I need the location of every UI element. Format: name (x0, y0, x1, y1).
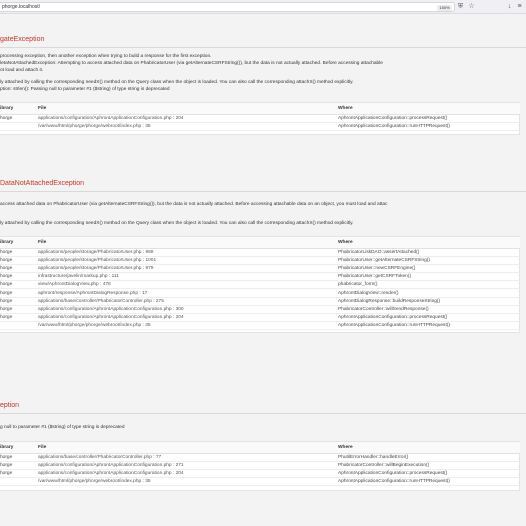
exception-message: ot load and attach it. (0, 68, 44, 73)
exception-title: DataNotAttachedException (0, 176, 526, 192)
library-cell: horge (0, 273, 33, 281)
column-library: ibrary (0, 237, 33, 248)
table-row (0, 305, 520, 313)
table-header-row (0, 237, 520, 248)
where-cell: PhabricatorUser::newCSRFEngine() (333, 264, 520, 272)
table-row (0, 256, 520, 264)
where-cell: PhabricatorUser::getCSRFToken() (333, 273, 520, 281)
file-cell: applications/configuration/AphrontApplicationConfiguration.php : 204 (33, 114, 333, 122)
where-cell: PhabricatorController::willSendResponse() (333, 305, 520, 313)
column-file: File (33, 103, 333, 114)
table-header-row (0, 442, 520, 453)
library-cell: horge (0, 289, 33, 297)
library-cell: horge (0, 248, 33, 256)
where-cell: AphrontApplicationConfiguration::processRequest() (333, 469, 520, 477)
file-cell: view/AphrontDialogView.php : 478 (33, 281, 333, 289)
where-cell: AphrontApplicationConfiguration::runHTTPRequest() (333, 122, 520, 130)
stack-trace-table (0, 442, 520, 486)
table-row (0, 322, 520, 330)
error-page (0, 14, 526, 526)
table-row (0, 114, 520, 122)
table-row (0, 461, 520, 469)
exception-title: gateException (0, 32, 526, 48)
table-row (0, 289, 520, 297)
library-cell: horge (0, 453, 33, 461)
library-cell: horge (0, 297, 33, 305)
table-row (0, 453, 520, 461)
library-cell: horge (0, 314, 33, 322)
download-icon[interactable]: ↓ (507, 3, 512, 10)
column-where: Where (333, 103, 520, 114)
file-cell: /var/www/html/phorge/phorge/webroot/index.php : 35 (33, 478, 333, 486)
library-cell: horge (0, 305, 33, 313)
library-cell: horge (0, 256, 33, 264)
stack-trace-box (0, 236, 520, 333)
stack-trace-table (0, 237, 520, 330)
file-cell: /var/www/html/phorge/phorge/webroot/index.php : 35 (33, 322, 333, 330)
where-cell: AphrontApplicationConfiguration::processRequest() (333, 114, 520, 122)
where-cell: AphrontApplicationConfiguration::processRequest() (333, 314, 520, 322)
column-where: Where (333, 237, 520, 248)
where-cell: PhabricatorUser::getAlternateCSRFString() (333, 256, 520, 264)
where-cell: AphrontApplicationConfiguration::runHTTPRequest() (333, 478, 520, 486)
file-cell: applications/people/storage/PhabricatorUser.php : 989 (33, 248, 333, 256)
column-where: Where (333, 442, 520, 453)
exception-message: ption: strlen(): Passing null to parameter #1 ($string) of type string is deprecated (0, 87, 170, 92)
url-text: phorge.localhost/ (2, 4, 41, 10)
library-cell: horge (0, 264, 33, 272)
where-cell: AphrontDialogResponse::buildResponseString() (333, 297, 520, 305)
exception-message: processing exception, then another exception when trying to build a response for the first exception. (0, 54, 212, 59)
file-cell: infrastructure/javelin/markup.php : 111 (33, 273, 333, 281)
table-row (0, 478, 520, 486)
file-cell: applications/configuration/AphrontApplicationConfiguration.php : 204 (33, 314, 333, 322)
exception-message: g null to parameter #1 ($string) of type string is deprecated (0, 425, 125, 430)
column-library: ibrary (0, 103, 33, 114)
exception-message: ly attached by calling the corresponding needX() method on the Query class when the object is loaded. You can also call the corresponding attachX() method explicitly. (0, 221, 354, 226)
column-library: ibrary (0, 442, 33, 453)
where-cell: PhabricatorLiskDAO::assertAttached() (333, 248, 520, 256)
library-cell: horge (0, 461, 33, 469)
library-cell (0, 322, 33, 330)
address-bar[interactable] (0, 2, 455, 12)
browser-toolbar (0, 0, 526, 14)
table-row (0, 469, 520, 477)
file-cell: applications/people/storage/PhabricatorUser.php : 979 (33, 264, 333, 272)
table-row (0, 248, 520, 256)
stack-trace-box (0, 102, 520, 135)
library-cell: horge (0, 281, 33, 289)
table-header-row (0, 103, 520, 114)
file-cell: applications/base/controller/PhabricatorController.php : 77 (33, 453, 333, 461)
file-cell: applications/configuration/AphrontApplicationConfiguration.php : 300 (33, 305, 333, 313)
star-icon[interactable]: ☆ (468, 3, 475, 10)
table-row (0, 281, 520, 289)
where-cell: AphrontApplicationConfiguration::runHTTPRequest() (333, 322, 520, 330)
file-cell: /var/www/html/phorge/phorge/webroot/index.php : 35 (33, 122, 333, 130)
table-row (0, 297, 520, 305)
where-cell: AphrontDialogView::render() (333, 289, 520, 297)
exception-message: letaNotAttachedException: Attempting to access attached data on PhabricatorUser (via getAlternateCSRFString()), but the data is not actually attached. Before accessing attachable (0, 61, 383, 66)
library-cell: horge (0, 114, 33, 122)
library-cell (0, 122, 33, 130)
file-cell: applications/people/storage/PhabricatorUser.php : 1001 (33, 256, 333, 264)
exception-title: eption (0, 398, 526, 414)
where-cell: phabricator_form() (333, 281, 520, 289)
stack-trace-box (0, 441, 520, 491)
table-row (0, 314, 520, 322)
menu-icon[interactable]: ≡ (517, 3, 522, 10)
shield-icon[interactable]: ⛨ (457, 3, 464, 10)
exception-message: access attached data on PhabricatorUser (via getAlternateCSRFString()), but the data is not actually attached. Before accessing attachable data on an object, you must load and attac (0, 202, 388, 207)
table-row (0, 122, 520, 130)
library-cell: horge (0, 469, 33, 477)
stack-trace-table (0, 103, 520, 131)
exception-message: ly attached by calling the corresponding needX() method on the Query class when the object is loaded. You can also call the corresponding attachX() method explicitly. (0, 80, 354, 85)
file-cell: applications/base/controller/PhabricatorController.php : 275 (33, 297, 333, 305)
library-cell (0, 478, 33, 486)
column-file: File (33, 237, 333, 248)
table-row (0, 264, 520, 272)
file-cell: applications/configuration/AphrontApplicationConfiguration.php : 204 (33, 469, 333, 477)
column-file: File (33, 442, 333, 453)
file-cell: applications/configuration/AphrontApplicationConfiguration.php : 271 (33, 461, 333, 469)
table-row (0, 273, 520, 281)
zoom-indicator[interactable]: 150% (437, 5, 452, 11)
where-cell: PhutilErrorHandler::handleError() (333, 453, 520, 461)
file-cell: aphront/response/AphrontDialogResponse.php : 17 (33, 289, 333, 297)
where-cell: PhabricatorController::willBeginExecution() (333, 461, 520, 469)
